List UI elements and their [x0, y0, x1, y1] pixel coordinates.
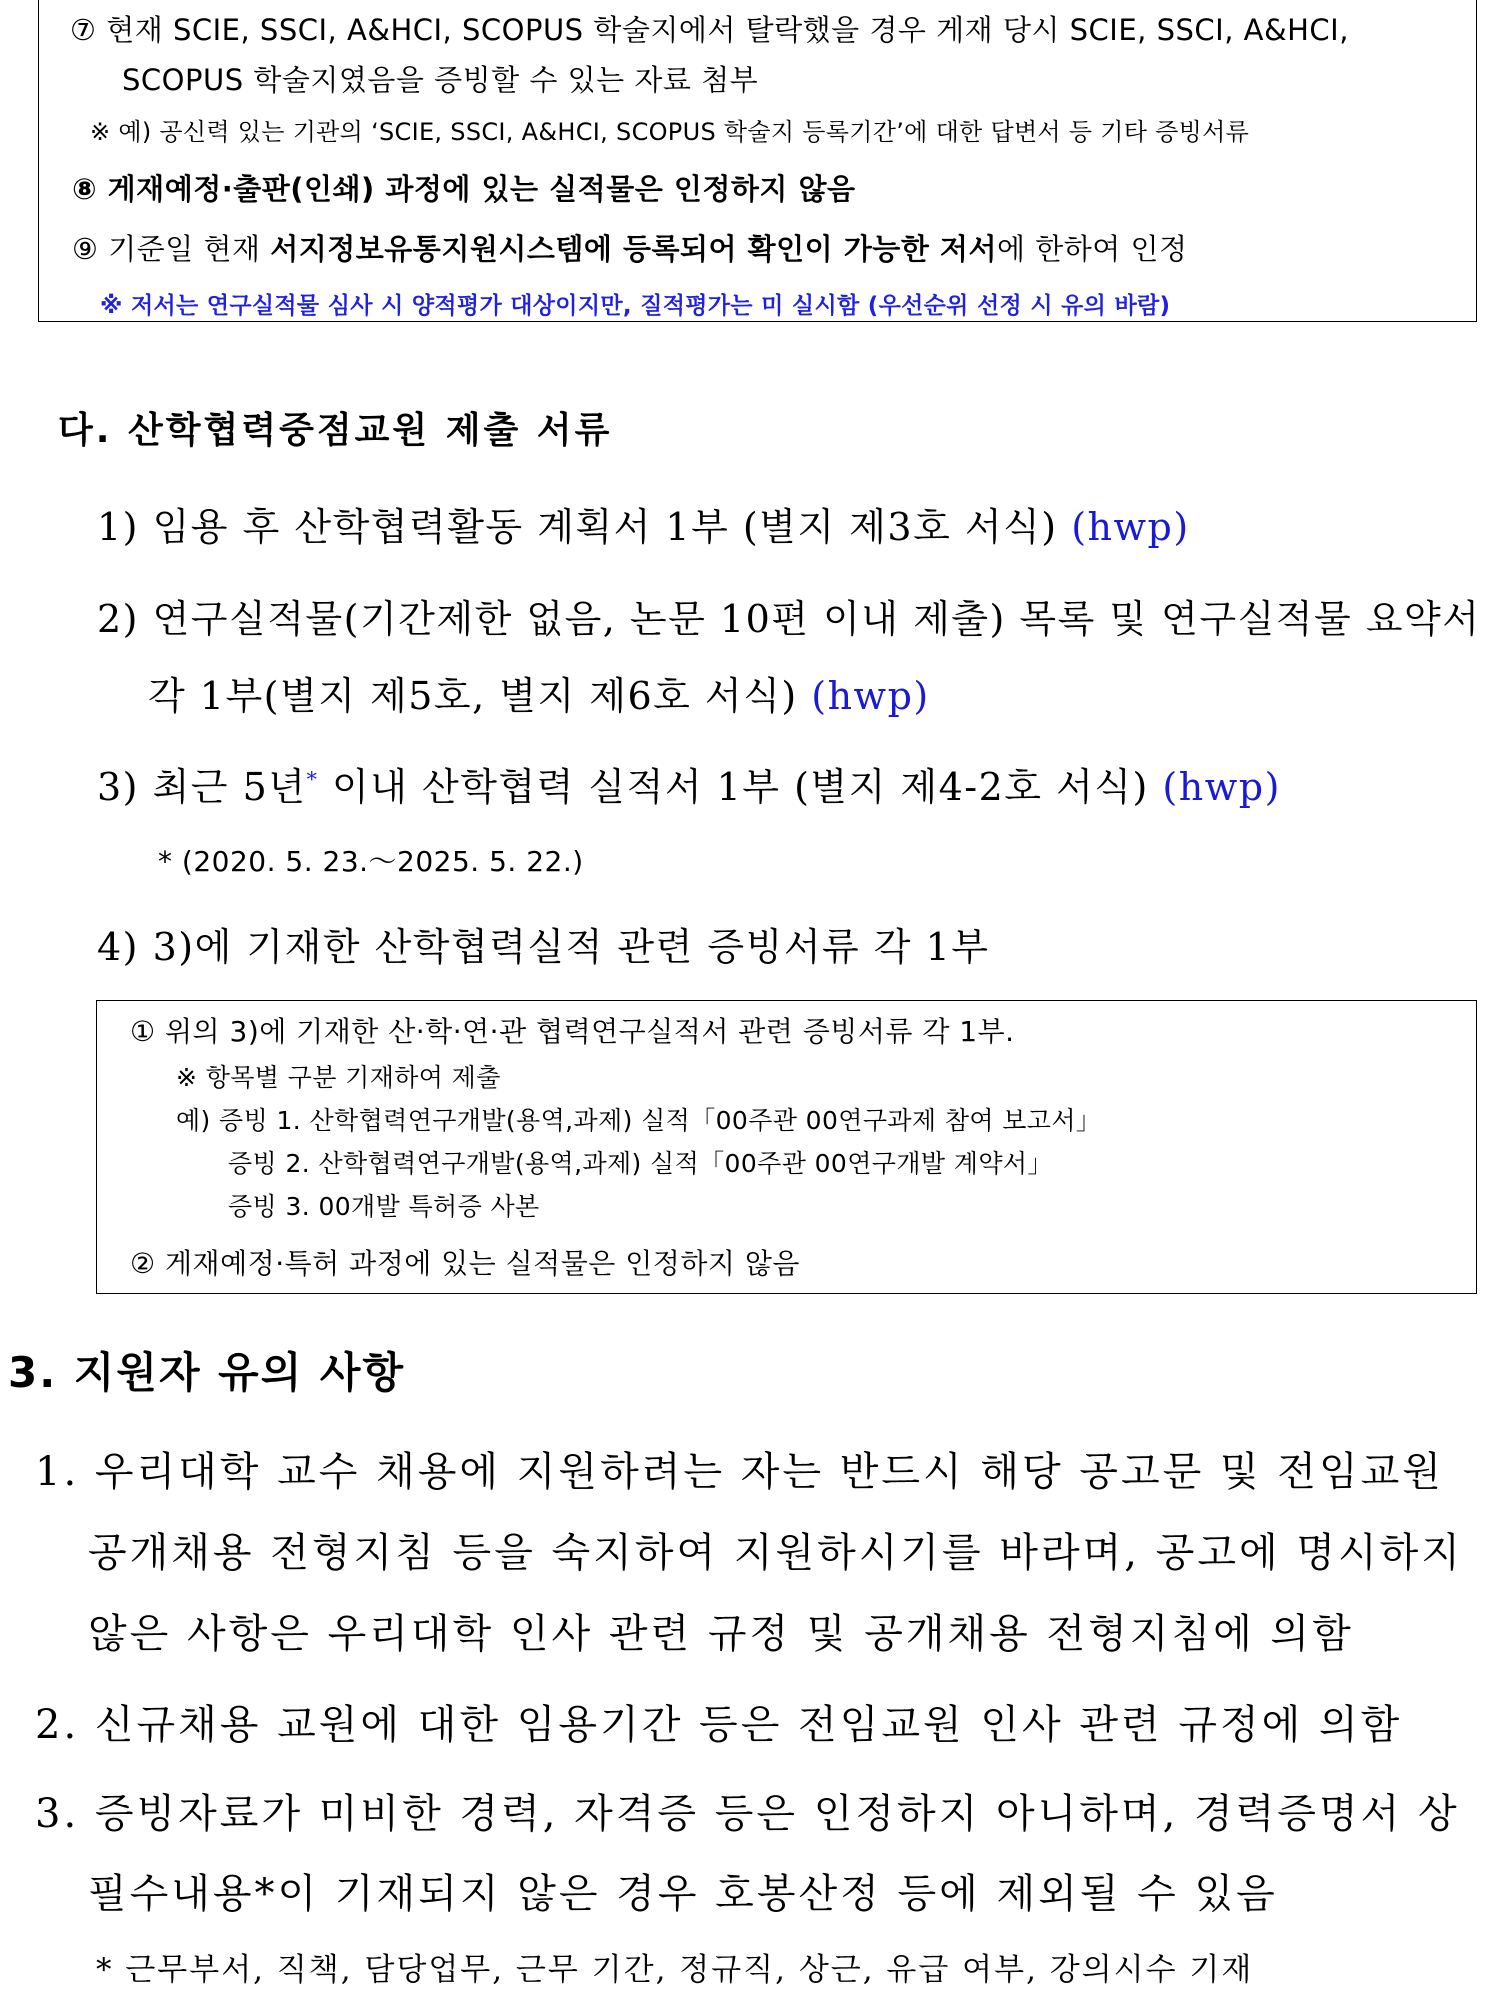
evidence-line-2: ※ 항목별 구분 기재하여 제출	[176, 1063, 501, 1092]
hwp-link-1[interactable]: (hwp)	[1071, 505, 1190, 549]
item9: ⑨ 기준일 현재 서지정보유통지원시스템에 등록되어 확인이 가능한 저서에 한하여 인정	[72, 232, 1188, 266]
notice-3-line1: 3. 증빙자료가 미비한 경력, 자격증 등은 인정하지 아니하며, 경력증명서 상	[35, 1791, 1460, 1837]
notice-3-line2: 필수내용*이 기재되지 않은 경우 호봉산정 등에 제외될 수 있음	[88, 1871, 1278, 1917]
notice-1-line2: 공개채용 전형지침 등을 숙지하여 지원하시기를 바라며, 공고에 명시하지	[88, 1530, 1463, 1576]
da-item-1: 1) 임용 후 산학협력활동 계획서 1부 (별지 제3호 서식) (hwp)	[97, 505, 1190, 549]
item7-note: ※ 예) 공신력 있는 기관의 ‘SCIE, SSCI, A&HCI, SCOPUS 학술지 등록기간’에 대한 답변서 등 기타 증빙서류	[90, 118, 1250, 146]
notice-1-line3: 않은 사항은 우리대학 인사 관련 규정 및 공개채용 전형지침에 의함	[88, 1611, 1354, 1657]
evidence-line-4: 증빙 2. 산학협력연구개발(용역,과제) 실적「00주관 00연구개발 계약서」	[228, 1149, 1053, 1178]
notice-3-footnote: * 근무부서, 직책, 담당업무, 근무 기간, 정규직, 상근, 유급 여부, 강의시수 기재	[96, 1952, 1254, 1988]
item7-line1: ⑦ 현재 SCIE, SSCI, A&HCI, SCOPUS 학술지에서 탈락했을 경우 게재 당시 SCIE, SSCI, A&HCI,	[70, 13, 1349, 47]
notice-2: 2. 신규채용 교원에 대한 임용기간 등은 전임교원 인사 관련 규정에 의함	[35, 1702, 1403, 1748]
evidence-line-1: ① 위의 3)에 기재한 산·학·연·관 협력연구실적서 관련 증빙서류 각 1부.	[130, 1015, 1015, 1048]
hwp-link-2[interactable]: (hwp)	[811, 674, 930, 718]
section-da-title: 다. 산학협력중점교원 제출 서류	[58, 410, 613, 451]
section-3-title: 3. 지원자 유의 사항	[8, 1348, 406, 1397]
da-item-4: 4) 3)에 기재한 산학협력실적 관련 증빙서류 각 1부	[97, 925, 990, 969]
evidence-line-5: 증빙 3. 00개발 특허증 사본	[228, 1192, 540, 1221]
da-item-2-line2: 각 1부(별지 제5호, 별지 제6호 서식) (hwp)	[148, 674, 930, 718]
item8: ⑧ 게재예정·출판(인쇄) 과정에 있는 실적물은 인정하지 않음	[72, 172, 856, 206]
da-item-3-note: * (2020. 5. 23.～2025. 5. 22.)	[158, 845, 584, 878]
warning-note: ※ 저서는 연구실적물 심사 시 양적평가 대상이지만, 질적평가는 미 실시함 (우선순위 선정 시 유의 바람)	[100, 293, 1171, 319]
evidence-line-6: ② 게재예정·특허 과정에 있는 실적물은 인정하지 않음	[130, 1247, 800, 1280]
da-item-3: 3) 최근 5년* 이내 산학협력 실적서 1부 (별지 제4-2호 서식) (hwp)	[97, 765, 1281, 809]
item7-line2: SCOPUS 학술지였음을 증빙할 수 있는 자료 첨부	[122, 63, 759, 97]
hwp-link-3[interactable]: (hwp)	[1162, 765, 1281, 809]
evidence-line-3: 예) 증빙 1. 산학협력연구개발(용역,과제) 실적「00주관 00연구과제 참여 보고서」	[176, 1106, 1102, 1135]
da-item-2-line1: 2) 연구실적물(기간제한 없음, 논문 10편 이내 제출) 목록 및 연구실적물 요약서	[97, 597, 1481, 641]
notice-1-line1: 1. 우리대학 교수 채용에 지원하려는 자는 반드시 해당 공고문 및 전임교원	[35, 1449, 1444, 1495]
